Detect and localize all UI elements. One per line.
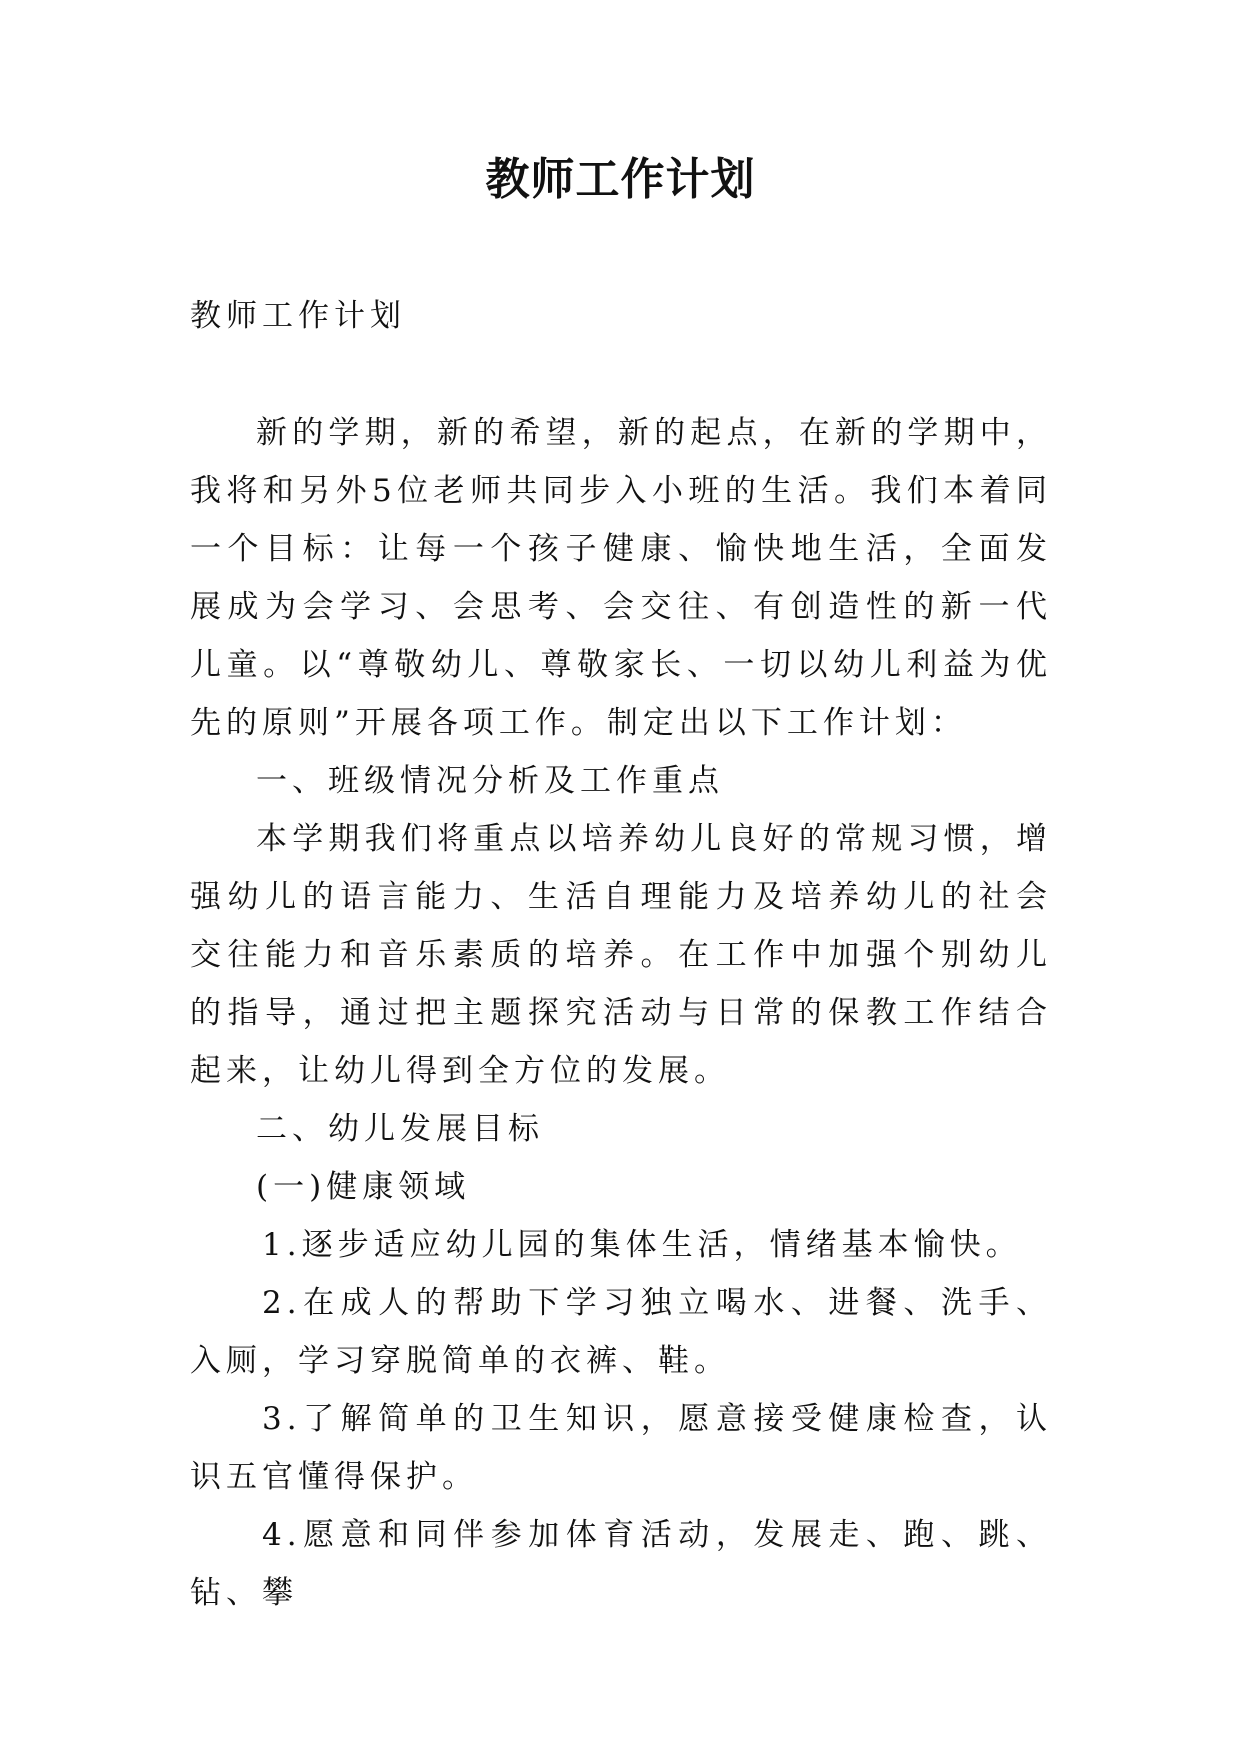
section-heading-class-analysis: 一、班级情况分析及工作重点 xyxy=(256,763,724,799)
health-goal-item: 4.愿意和同伴参加体育活动，发展走、跑、跳、钻、攀 xyxy=(190,1517,1052,1611)
class-analysis-paragraph: 本学期我们将重点以培养幼儿良好的常规习惯，增强幼儿的语言能力、生活自理能力及培养幼儿的社会交往能力和音乐素质的培养。在工作中加强个别幼儿的指导，通过把主题探究活动与日常的保教工作结合起来，让幼儿得到全方位的发展。 xyxy=(190,821,1052,1089)
document-title: 教师工作计划 xyxy=(485,154,756,205)
health-goal-item: 3.了解简单的卫生知识，愿意接受健康检查，认识五官懂得保护。 xyxy=(190,1401,1052,1495)
document-body xyxy=(190,404,1052,1622)
document-subtitle: 教师工作计划 xyxy=(190,298,406,334)
section-heading-development-goals: 二、幼儿发展目标 xyxy=(256,1111,544,1147)
health-goal-item: 1.逐步适应幼儿园的集体生活，情绪基本愉快。 xyxy=(262,1227,1022,1263)
health-goal-item: 2.在成人的帮助下学习独立喝水、进餐、洗手、入厕，学习穿脱简单的衣裤、鞋。 xyxy=(190,1285,1052,1379)
subsection-heading-health: (一)健康领域 xyxy=(256,1169,471,1205)
intro-paragraph: 新的学期，新的希望，新的起点，在新的学期中，我将和另外5位老师共同步入小班的生活。我们本着同一个目标：让每一个孩子健康、愉快地生活，全面发展成为会学习、会思考、会交往、有创造性的新一代儿童。以“尊敬幼儿、尊敬家长、一切以幼儿利益为优先的原则”开展各项工作。制定出以下工作计划： xyxy=(190,415,1052,741)
